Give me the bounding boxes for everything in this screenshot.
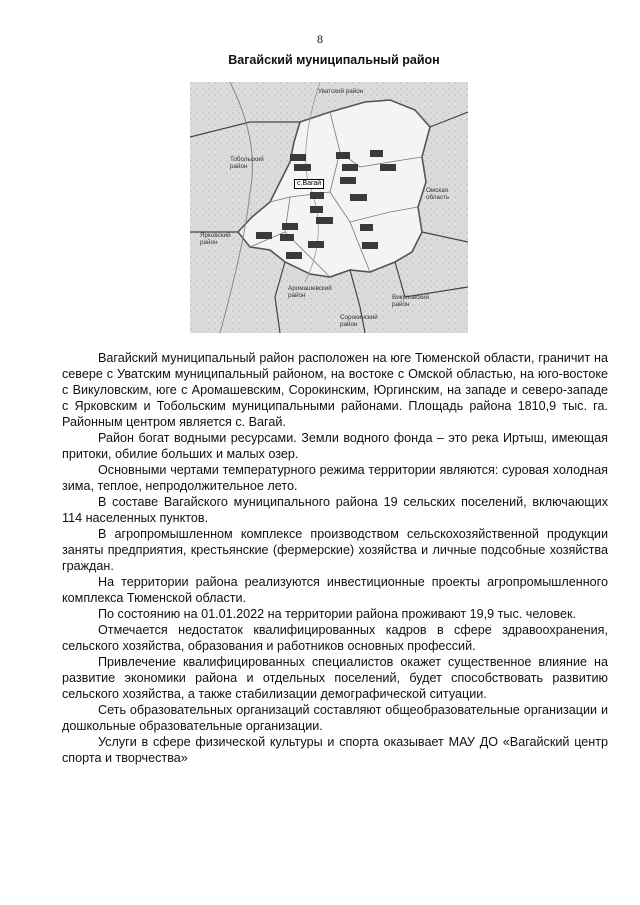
page-title: Вагайский муниципальный район <box>228 53 440 67</box>
settlement-marker <box>380 164 396 171</box>
paragraph: Отмечается недостаток квалифицированных кадров в сфере здравоохранения, сельского хозяйства, образования и работников основных профессий. <box>62 623 608 653</box>
settlement-marker <box>342 164 358 171</box>
settlement-marker <box>294 164 311 171</box>
settlement-marker <box>286 252 302 259</box>
paragraph: Район богат водными ресурсами. Земли водного фонда – это река Иртыш, имеющая притоки, обилие больших и малых озер. <box>62 431 608 461</box>
settlement-marker <box>282 223 298 230</box>
settlement-marker <box>280 234 294 241</box>
map-label-uvat: Уватский район <box>318 88 364 95</box>
settlement-marker <box>362 242 378 249</box>
settlement-marker <box>370 150 383 157</box>
map-label-tobolsk: Тобольский район <box>230 156 264 170</box>
paragraph: Основными чертами температурного режима территории являются: суровая холодная зима, теплое, непродолжительное лето. <box>62 463 608 493</box>
map-label-vikulovo: Викуловский район <box>392 294 430 308</box>
settlement-marker <box>308 241 324 248</box>
paragraph: По состоянию на 01.01.2022 на территории района проживают 19,9 тыс. человек. <box>98 607 576 621</box>
map-label-aromashevo: Аромашевский район <box>288 285 332 299</box>
body-text <box>62 350 608 766</box>
paragraph: В агропромышленном комплексе производством сельскохозяйственной продукции заняты предприятия, крестьянские (фермерские) хозяйства и личные подсобные хозяйства граждан. <box>62 527 608 573</box>
settlement-marker <box>350 194 367 201</box>
map-label-sorokino: Сорокинский район <box>340 314 378 328</box>
paragraph: Вагайский муниципальный район расположен на юге Тюменской области, граничит на севере с Уватским муниципальный районом, на востоке с Омской областью, на юго-востоке с Викуловским, юге с Аромашевским, Сорокинским, Юргинским, на западе и северо-западе с Ярковским и Тобольским муниципальными районами. Площадь района 1810,9 тыс. га. Районным центром является с. Вагай. <box>62 351 608 429</box>
settlement-marker <box>310 206 323 213</box>
settlement-marker <box>310 192 324 199</box>
paragraph: Сеть образовательных организаций составляют общеобразовательные организации и дошкольные образовательные организации. <box>62 703 608 733</box>
settlement-marker <box>290 154 306 161</box>
paragraph: В составе Вагайского муниципального района 19 сельских поселений, включающих 114 населенных пунктов. <box>62 495 608 525</box>
map-center-label: с.Вагай <box>294 179 324 189</box>
settlement-marker <box>336 152 350 159</box>
settlement-marker <box>340 177 356 184</box>
paragraph: На территории района реализуются инвестиционные проекты агропромышленного комплекса Тюменской области. <box>62 575 608 605</box>
settlement-marker <box>256 232 272 239</box>
settlement-marker <box>316 217 333 224</box>
paragraph: Привлечение квалифицированных специалистов окажет существенное влияние на развитие экономики района и отдельных поселений, будет способствовать развитию сельского хозяйства, а также стабилизации демографической ситуации. <box>62 655 608 701</box>
page-number: 8 <box>317 32 323 46</box>
paragraph: Услуги в сфере физической культуры и спорта оказывает МАУ ДО «Вагайский центр спорта и творчества» <box>62 735 608 765</box>
map-label-omsk: Омская область <box>426 187 450 201</box>
settlement-marker <box>360 224 373 231</box>
district-map <box>190 82 468 333</box>
map-label-yarkovo: Ярковский район <box>200 232 231 246</box>
